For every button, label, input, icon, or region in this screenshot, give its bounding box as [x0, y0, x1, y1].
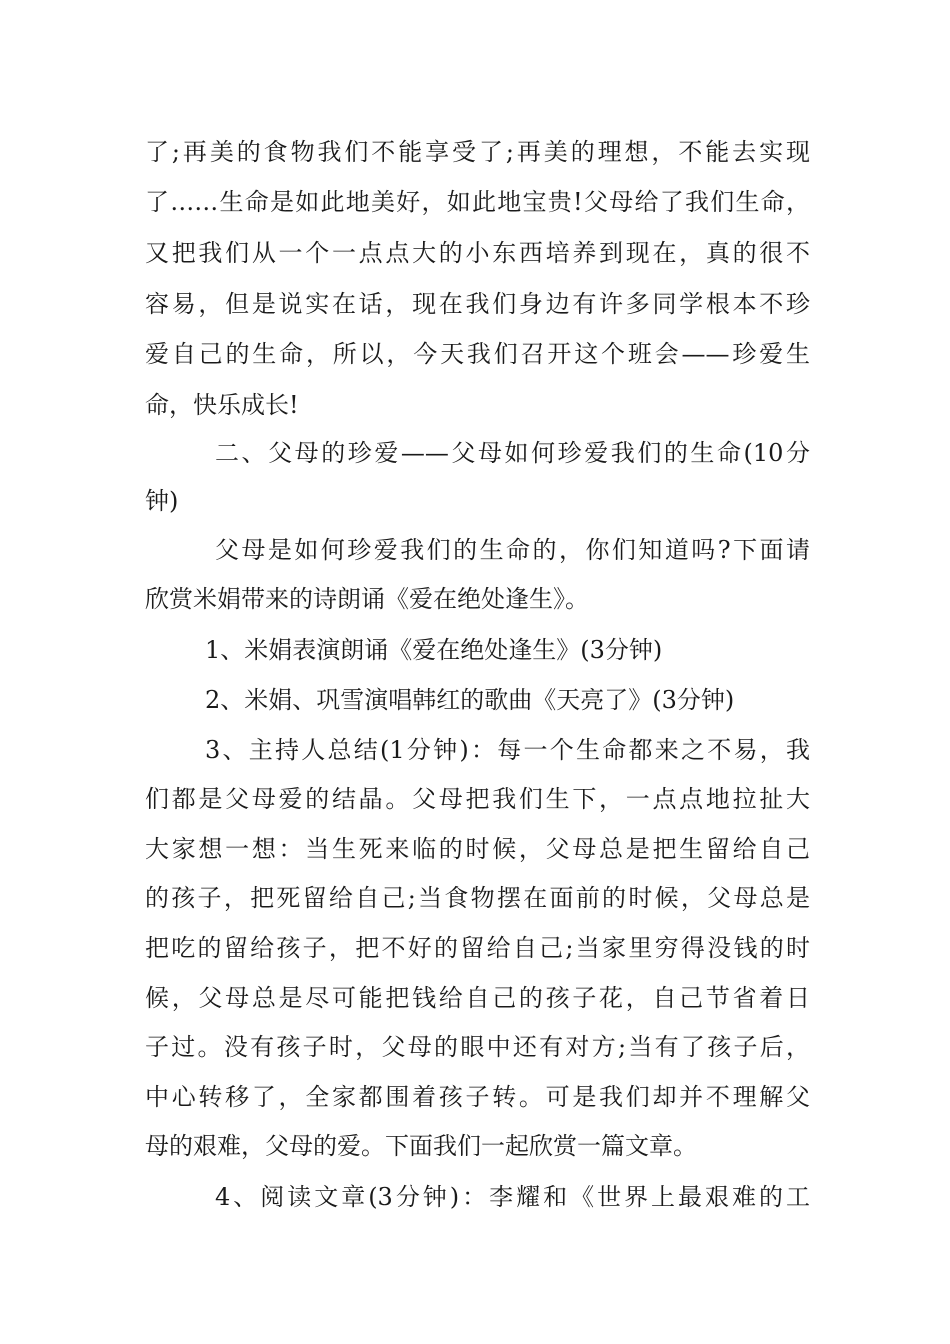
list-item: 2、米娟、巩雪演唱韩红的歌曲《天亮了》(3分钟) — [205, 686, 735, 714]
list-item: 3、主持人总结(1分钟)：每一个生命都来之不易，我 — [205, 736, 810, 764]
text-line: 父母是如何珍爱我们的生命的，你们知道吗?下面请 — [215, 536, 810, 564]
text-line: 大家想一想：当生死来临的时候，父母总是把生留给自己 — [145, 835, 810, 863]
text-line: 了……生命是如此地美好，如此地宝贵!父母给了我们生命， — [145, 188, 810, 216]
text-line: 又把我们从一个一点点大的小东西培养到现在，真的很不 — [145, 239, 810, 267]
text-line: 钟) — [145, 487, 179, 515]
list-item: 1、米娟表演朗诵《爱在绝处逢生》(3分钟) — [205, 636, 663, 664]
text-line: 爱自己的生命，所以，今天我们召开这个班会——珍爱生 — [145, 340, 810, 368]
text-line: 命，快乐成长! — [145, 391, 299, 419]
text-line: 把吃的留给孩子，把不好的留给自己;当家里穷得没钱的时 — [145, 934, 810, 962]
text-line: 候，父母总是尽可能把钱给自己的孩子花，自己节省着日 — [145, 984, 810, 1012]
text-line: 了;再美的食物我们不能享受了;再美的理想，不能去实现 — [145, 138, 810, 166]
text-line: 欣赏米娟带来的诗朗诵《爱在绝处逢生》。 — [145, 585, 589, 613]
section-heading: 二、父母的珍爱——父母如何珍爱我们的生命(10分 — [215, 439, 810, 467]
text-line: 们都是父母爱的结晶。父母把我们生下，一点点地拉扯大 — [145, 785, 810, 813]
text-line: 容易，但是说实在话，现在我们身边有许多同学根本不珍 — [145, 290, 810, 318]
text-line: 母的艰难，父母的爱。下面我们一起欣赏一篇文章。 — [145, 1132, 697, 1160]
text-line: 子过。没有孩子时，父母的眼中还有对方;当有了孩子后， — [145, 1033, 810, 1061]
text-line: 中心转移了，全家都围着孩子转。可是我们却并不理解父 — [145, 1083, 810, 1111]
text-line: 的孩子，把死留给自己;当食物摆在面前的时候，父母总是 — [145, 884, 810, 912]
list-item: 4、阅读文章(3分钟)：李耀和《世界上最艰难的工 — [215, 1183, 810, 1211]
